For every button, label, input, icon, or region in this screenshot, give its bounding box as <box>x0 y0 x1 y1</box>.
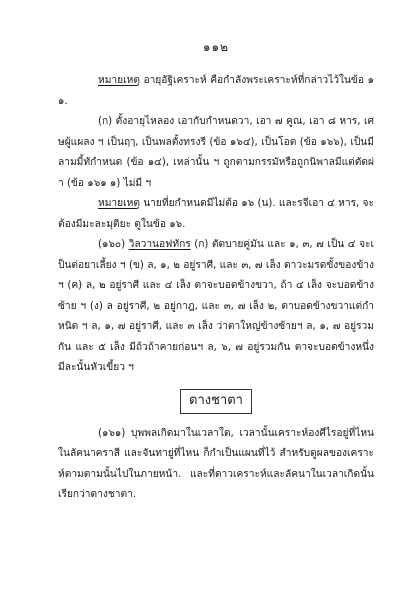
note-paragraph-1 <box>58 71 374 112</box>
paragraph-rule-a: (ก) ตั้งอายุไหลอง เอากับกำหนดวา, เอา ๗ คูณ, เอา ๘ หาร, เศษผู้แผลง ฯ เป็นฤๅ, เป็นพลตั้งทรงรี (ข้อ ๑๖๔), เป็นโอต (ข้อ ๑๖๖), เป็นมีลามมี้ทักำหนด (ข้อ ๑๔), เหล่านั้น ฯ ถูกตามกรรมัหรือถูกนิพาลมีแต่ตัดผ่า (ข้อ ๑๖๑ ๑) ไม่มี ฯ <box>58 116 374 189</box>
note-label-2: หมายเหตุ <box>98 198 140 209</box>
note-text-2: นายที่ยกำหนดมีไม่ต้อ ๑๖ (น). และรจีเอา ๔ หาร, จะต้องมีมะละมุติยะ ดูในข้อ ๑๖. <box>58 198 374 230</box>
section-160-text: (ก) ตัดบายคู่มัน และ ๑, ๓, ๗ เป็น ๔ จะเป็นต่อยาเลี้ยง ฯ (ข) ล, ๑, ๒ อยู่ราศี, และ ๓, ๗ เล็ง ดาวะมรดขั้งของข้าง ฯ (ค) ล, ๒ อยู่ราศี และ ๔ เล็ง ตาจะบอดข้างขวา, ถ้า ๔ เล็ง จะบอดข้างซ้าย ฯ (ง) ล อยู่ราศี, ๒ อยู่กาฎ, และ ๓, ๗ เล็ง ๒, ตาบอดข้างขวาแต่กำหนิด ฯ ล, ๑, ๗ อยู่ราศี, และ ๓ เล็ง ว่าตาใหญ่ข้างซ้ายฯ ล, ๑, ๗ อยู่รวมกัน และ ๕ เล็ง มีถ้วถ้าคายก่อนฯ ล, ๖, ๗ อยู่รวมกัน ตาจะบอดข้างหนึ่ง มีละนั้นหัวเขี้ยว ฯ <box>58 239 374 373</box>
section-heading-text: ตางชาตา <box>180 389 252 414</box>
section-heading <box>58 389 374 414</box>
note-label-1: หมายเหตุ <box>98 75 140 86</box>
section-number-160: (๑๖๐) <box>98 239 126 250</box>
section-160-label: วิลวานอฟทักร <box>128 239 191 250</box>
section-161-paragraph: (๑๖๑) บุพพลเกิดมาในเวลาใด, เวลานั้นเคราะห์องศีไรอยู่ที่ไหนในลัคนาคราสี และจันทายู่ที่ไหน ก็กำเป็นแผนที่ไว้ สำหรับดูผลของเคราะห์ตามตามนั้นไปในภายหน้า. และที่ดาวเคราะห์และลัคนาในเวลาเกิดนั้น เรียกว่าดางชาตา. <box>58 427 374 500</box>
page-number: ๑๑๒ <box>202 40 230 54</box>
note-text-1: อายุอัฐิเคราะห์ คือกำลังพระเคราะห์ที่กล่าวไว้ในข้อ ๑๑. <box>58 75 374 107</box>
note-paragraph-2 <box>58 194 374 235</box>
section-160-paragraph <box>58 235 374 379</box>
